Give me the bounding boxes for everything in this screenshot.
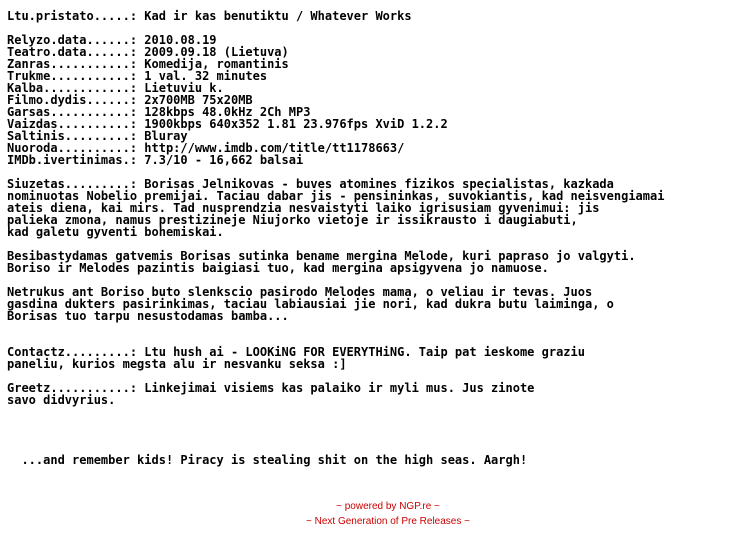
nfo-line: Vaizdas..........: 1900kbps 640x352 1.81 23.976fps XviD 1.2.2: [7, 117, 448, 131]
nfo-line: IMDb.ivertinimas.: 7.3/10 - 16,662 balsai: [7, 153, 304, 167]
nfo-line: nominuotas Nobelio premijai. Taciau dabar jis - pensininkas, suvokiantis, kad neisvengiamai: [7, 189, 665, 203]
nfo-line: Ltu.pristato.....: Kad ir kas benutiktu / Whatever Works: [7, 9, 412, 23]
nfo-line: Nuoroda..........: http://www.imdb.com/title/tt1178663/: [7, 141, 405, 155]
nfo-line: ateis diena, kai mirs. Tad nusprendzia nesvaistyti laiko igrisusiam gyvenimui: jis: [7, 201, 600, 215]
nfo-line: Relyzo.data......: 2010.08.19: [7, 33, 217, 47]
nfo-line: Teatro.data......: 2009.09.18 (Lietuva): [7, 45, 289, 59]
nfo-text-block: [7, 10, 664, 466]
nfo-line: Kalba............: Lietuviu k.: [7, 81, 224, 95]
nfo-line: kad galetu gyventi bohemiskai.: [7, 225, 224, 239]
nfo-line: Trukme...........: 1 val. 32 minutes: [7, 69, 268, 83]
footer-tagline: ~ Next Generation of Pre Releases ~: [306, 516, 470, 527]
nfo-line: Boriso ir Melodes pazintis baigiasi tuo, kad mergina apsigyvena jo namuose.: [7, 261, 549, 275]
nfo-line: Zanras...........: Komedija, romantinis: [7, 57, 289, 71]
nfo-line: savo didvyrius.: [7, 393, 116, 407]
footer-powered-by: ~ powered by NGP.re ~: [336, 501, 440, 512]
nfo-line: Saltinis.........: Bluray: [7, 129, 188, 143]
nfo-line: Netrukus ant Boriso buto slenkscio pasirodo Melodes mama, o veliau ir tevas. Juos: [7, 285, 593, 299]
nfo-line: Siuzetas.........: Borisas Jelnikovas - buves atomines fizikos specialistas, kazkada: [7, 177, 614, 191]
nfo-line: gasdina dukters pasirinkimas, taciau labiausiai jie nori, kad dukra butu laiminga, o: [7, 297, 614, 311]
nfo-line: Garsas...........: 128kbps 48.0kHz 2Ch MP3: [7, 105, 311, 119]
nfo-line: Greetz...........: Linkejimai visiems kas palaiko ir myli mus. Jus zinote: [7, 381, 535, 395]
nfo-line: ...and remember kids! Piracy is stealing shit on the high seas. Aargh!: [7, 453, 528, 467]
nfo-line: Contactz.........: Ltu hush ai - LOOKiNG FOR EVERYTHiNG. Taip pat ieskome graziu: [7, 345, 585, 359]
nfo-line: Borisas tuo tarpu nesustodamas bamba...: [7, 309, 289, 323]
nfo-line: Filmo.dydis......: 2x700MB 75x20MB: [7, 93, 253, 107]
nfo-line: paneliu, kurios megsta alu ir nesvanku seksa :]: [7, 357, 347, 371]
nfo-line: palieka zmona, namus prestizineje Niujorko vietoje ir issikrausto i daugiabuti,: [7, 213, 578, 227]
nfo-line: Besibastydamas gatvemis Borisas sutinka bename mergina Melode, kuri papraso jo valgyti.: [7, 249, 636, 263]
